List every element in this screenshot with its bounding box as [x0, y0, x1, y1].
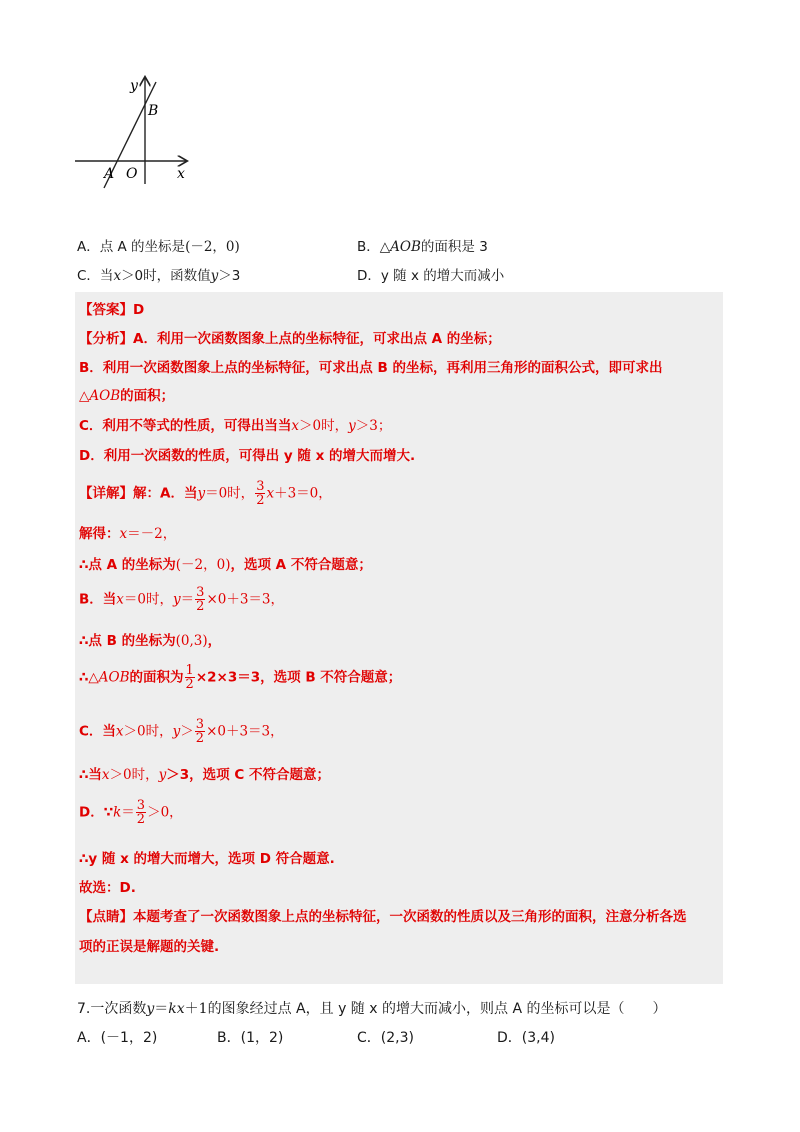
option-a-text: A．点 A 的坐标是 — [77, 239, 186, 255]
b-detail — [79, 586, 284, 613]
var-y: y — [173, 591, 181, 608]
analysis-b-line2 — [79, 384, 174, 404]
solve-label: 解得： — [79, 526, 120, 542]
b-conc-pre: ∴点 B 的坐标为 — [79, 633, 176, 649]
fraction-den: 2 — [196, 599, 205, 614]
coordinate-figure — [70, 72, 200, 192]
detail-eq0: ＝0时， — [205, 485, 255, 502]
triangle-symbol: △ — [79, 388, 90, 404]
option-b-text: 的面积是 3 — [420, 239, 488, 255]
option-c-label: C．当 — [77, 268, 114, 284]
fraction — [255, 480, 265, 507]
c-conc-post: ＞3，选项 C 不符合题意； — [166, 767, 330, 783]
b-eq0: ＝0时， — [123, 591, 174, 608]
fraction-num: 1 — [185, 663, 194, 678]
a-conc-post: ，选项 A 不符合题意； — [230, 557, 372, 573]
option-c-gt3: ＞3 — [218, 268, 241, 284]
q7-option-c: C．(2,3) — [357, 1030, 414, 1046]
var-y: y — [348, 418, 356, 434]
fraction — [195, 586, 205, 613]
b-conclusion — [79, 629, 221, 649]
var-x: x — [291, 418, 300, 434]
fraction-num: 3 — [196, 585, 205, 600]
q7-plus1: ＋1 — [184, 1001, 208, 1017]
analysis-c-end: ＞3； — [355, 418, 392, 434]
analysis-b-line1: B．利用一次函数图象上点的坐标特征，可求出点 B 的坐标，再利用三角形的面积公式，即可求出 — [79, 360, 663, 376]
option-c — [77, 264, 240, 284]
fraction — [195, 718, 205, 745]
option-c-x: x — [113, 268, 122, 284]
b-conc-post: ， — [207, 633, 222, 649]
b-pre: B．当 — [79, 591, 117, 608]
b-coord: (0,3) — [175, 633, 208, 649]
detail-rest: ＋3＝0， — [274, 485, 332, 502]
fraction-den: 2 — [136, 812, 146, 827]
analysis-c-mid: ＞0时， — [299, 418, 349, 434]
aob-label: AOB — [98, 669, 130, 686]
c-detail — [79, 718, 284, 745]
var-x: x — [266, 485, 275, 502]
d-rest: ＞0， — [147, 804, 183, 821]
c-rest: ×0＋3＝3， — [206, 723, 284, 740]
fraction-den: 2 — [185, 677, 194, 692]
q7-option-d: D．(3,4) — [497, 1030, 555, 1046]
c-gt0: ＞0时， — [123, 723, 173, 740]
var-x: x — [115, 723, 124, 740]
label-a: A — [104, 166, 115, 182]
q7-pre: 7.一次函数 — [77, 1001, 147, 1017]
c-conc-pre: ∴当 — [79, 767, 102, 783]
option-b-triangle: △ — [379, 239, 391, 255]
comment-line1: 【点睛】本题考查了一次函数图象上点的坐标特征，一次函数的性质以及三角形的面积，注意分析各选 — [79, 909, 687, 925]
var-kx: kx — [168, 1001, 185, 1017]
detail-a — [79, 480, 332, 507]
var-y: y — [158, 767, 167, 783]
var-x: x — [119, 526, 128, 542]
area-pre: ∴△ — [79, 669, 99, 686]
label-y: y — [130, 78, 138, 94]
answer-line: 【答案】D — [79, 302, 145, 318]
option-a-coord: (－2，0) — [185, 239, 240, 255]
analysis-a: 【分析】A．利用一次函数图象上点的坐标特征，可求出点 A 的坐标； — [79, 331, 501, 347]
option-b-label: B． — [357, 239, 380, 255]
a-conclusion — [79, 553, 372, 573]
var-y: y — [146, 1001, 155, 1017]
choice-line: 故选：D. — [79, 880, 136, 896]
area-line — [79, 664, 401, 691]
d-pre: D．∵ — [79, 804, 114, 821]
c-conclusion — [79, 763, 330, 783]
fraction-den: 2 — [256, 493, 265, 508]
fraction-num: 3 — [256, 479, 265, 494]
fraction — [185, 664, 195, 691]
solve-line — [79, 522, 176, 542]
fraction-num: 3 — [136, 798, 146, 813]
coordinate-graph — [70, 72, 200, 192]
c-conc-mid: ＞0时， — [109, 767, 159, 783]
var-k: k — [113, 804, 122, 821]
q7-option-b: B．(1，2) — [217, 1030, 284, 1046]
detail-pre: 【详解】解：A．当 — [79, 485, 198, 502]
area-rest: ×2×3＝3，选项 B 不符合题意； — [195, 669, 402, 686]
q7-eq: ＝ — [154, 1001, 169, 1017]
aob-label: AOB — [89, 388, 121, 404]
var-y: y — [197, 485, 206, 502]
option-b — [357, 235, 488, 255]
option-b-aob: AOB — [390, 239, 421, 255]
d-conclusion: ∴y 随 x 的增大而增大，选项 D 符合题意. — [79, 851, 335, 867]
d-eq: ＝ — [121, 804, 135, 821]
a-coord: (－2，0) — [175, 557, 231, 573]
fraction-den: 2 — [195, 731, 205, 746]
var-x: x — [101, 767, 110, 783]
a-conc-pre: ∴点 A 的坐标为 — [79, 557, 176, 573]
option-d: D．y 随 x 的增大而减小 — [357, 268, 505, 284]
var-y: y — [172, 723, 181, 740]
var-x: x — [116, 591, 124, 608]
option-c-y: y — [210, 268, 219, 284]
label-x: x — [177, 166, 185, 182]
analysis-d: D．利用一次函数的性质，可得出 y 随 x 的增大而增大. — [79, 448, 416, 464]
comment-line2: 项的正误是解题的关键. — [79, 939, 220, 955]
question-7 — [77, 998, 666, 1018]
label-o: O — [126, 166, 138, 182]
solve-value: ＝－2， — [127, 526, 177, 542]
q7-post: 的图象经过点 A，且 y 随 x 的增大而减小，则点 A 的坐标可以是（ ） — [207, 1001, 667, 1017]
analysis-c-pre: C．利用不等式的性质，可得出当当 — [79, 418, 292, 434]
area-mid: 的面积为 — [129, 669, 184, 686]
option-c-text: ＞0时，函数值 — [121, 268, 211, 284]
fraction — [136, 799, 146, 826]
b-eq: ＝ — [180, 591, 195, 608]
option-a — [77, 235, 240, 255]
analysis-b2-rest: 的面积； — [120, 388, 175, 404]
c-gt: ＞ — [180, 723, 194, 740]
d-detail — [79, 799, 183, 826]
solution-box — [75, 292, 723, 984]
c-pre: C．当 — [79, 723, 116, 740]
q7-option-a: A．(－1，2) — [77, 1030, 158, 1046]
analysis-c — [79, 414, 391, 434]
label-b: B — [148, 103, 159, 119]
b-rest: ×0＋3＝3， — [206, 591, 285, 608]
fraction-num: 3 — [195, 717, 205, 732]
